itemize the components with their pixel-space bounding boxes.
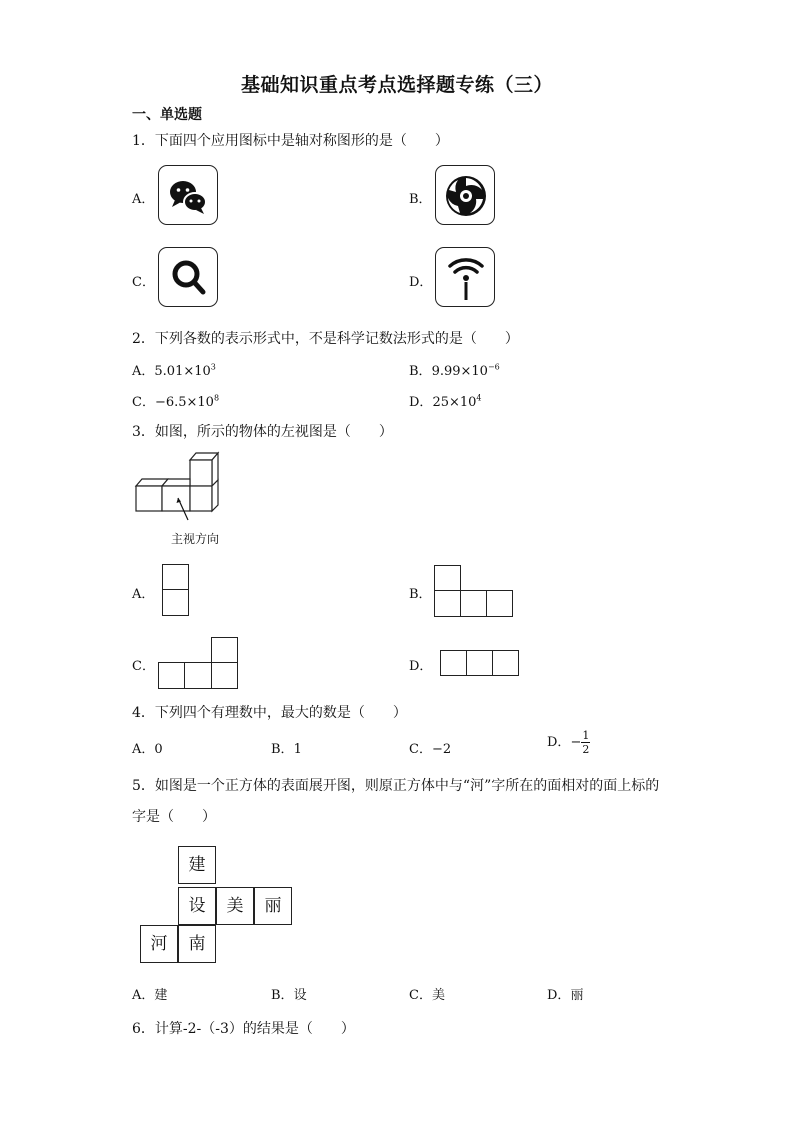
phoenix-swirl-icon[interactable] — [435, 165, 495, 225]
q5-option-c: C．美 — [409, 988, 445, 1003]
q1-option-b-label: B． — [409, 192, 432, 207]
q1-option-a-label: A． — [132, 192, 155, 207]
cube-stack-figure — [132, 450, 232, 529]
question-5-stem-line2: 字是（ ） — [132, 809, 216, 825]
q4-option-c: C．−2 — [409, 742, 452, 757]
section-heading: 一、单选题 — [132, 107, 202, 123]
net-cell-nan: 南 — [178, 925, 216, 963]
question-1-stem: 1．下面四个应用图标中是轴对称图形的是（ ） — [132, 133, 449, 149]
question-4-stem: 4．下列四个有理数中，最大的数是（ ） — [132, 705, 407, 721]
net-cell-jian: 建 — [178, 846, 216, 884]
net-cell-she: 设 — [178, 887, 216, 925]
search-icon[interactable] — [158, 247, 218, 307]
q4-option-d: D．− $\frac{1}{2}$ — [547, 729, 590, 756]
q5-option-d: D．丽 — [547, 988, 584, 1003]
q1-option-d-label: D． — [409, 275, 433, 290]
wifi-icon[interactable] — [435, 247, 495, 307]
q3-option-d-label: D． — [409, 659, 433, 674]
view-direction-caption: 主视方向 — [171, 532, 220, 546]
q2-option-a: A．$5.01\times 10^3$ — [132, 362, 216, 379]
q1-option-c-label: C． — [132, 275, 155, 290]
q2-option-c: C．$-6.5\times 10^8$ — [132, 393, 220, 410]
q3-option-b-label: B． — [409, 587, 432, 602]
question-6-stem: 6．计算-2-（-3）的结果是（ ） — [132, 1021, 355, 1037]
cube-net-figure — [139, 846, 299, 966]
q2-option-d: D．$25\times 10^4$ — [409, 393, 482, 410]
net-cell-he: 河 — [140, 925, 178, 963]
q2-option-b: B．$9.99\times 10^{-6}$ — [409, 362, 500, 379]
page-title: 基础知识重点考点选择题专练（三） — [240, 74, 553, 96]
q5-option-a: A．建 — [132, 988, 168, 1003]
q4-option-b: B．1 — [271, 742, 302, 757]
q3-option-a-label: A． — [132, 587, 155, 602]
q4-option-a: A．0 — [132, 742, 163, 757]
question-3-stem: 3．如图，所示的物体的左视图是（ ） — [132, 424, 393, 440]
question-2-stem: 2．下列各数的表示形式中，不是科学记数法形式的是（ ） — [132, 331, 519, 347]
net-cell-li: 丽 — [254, 887, 292, 925]
fraction-one-half: $\frac{1}{2}$ — [582, 729, 590, 756]
question-5-stem-line1: 5．如图是一个正方体的表面展开图，则原正方体中与“河”字所在的面相对的面上标的 — [132, 778, 660, 794]
q5-option-b: B．设 — [271, 988, 307, 1003]
q3-option-c-label: C． — [132, 659, 155, 674]
wechat-icon[interactable] — [158, 165, 218, 225]
net-cell-mei: 美 — [216, 887, 254, 925]
